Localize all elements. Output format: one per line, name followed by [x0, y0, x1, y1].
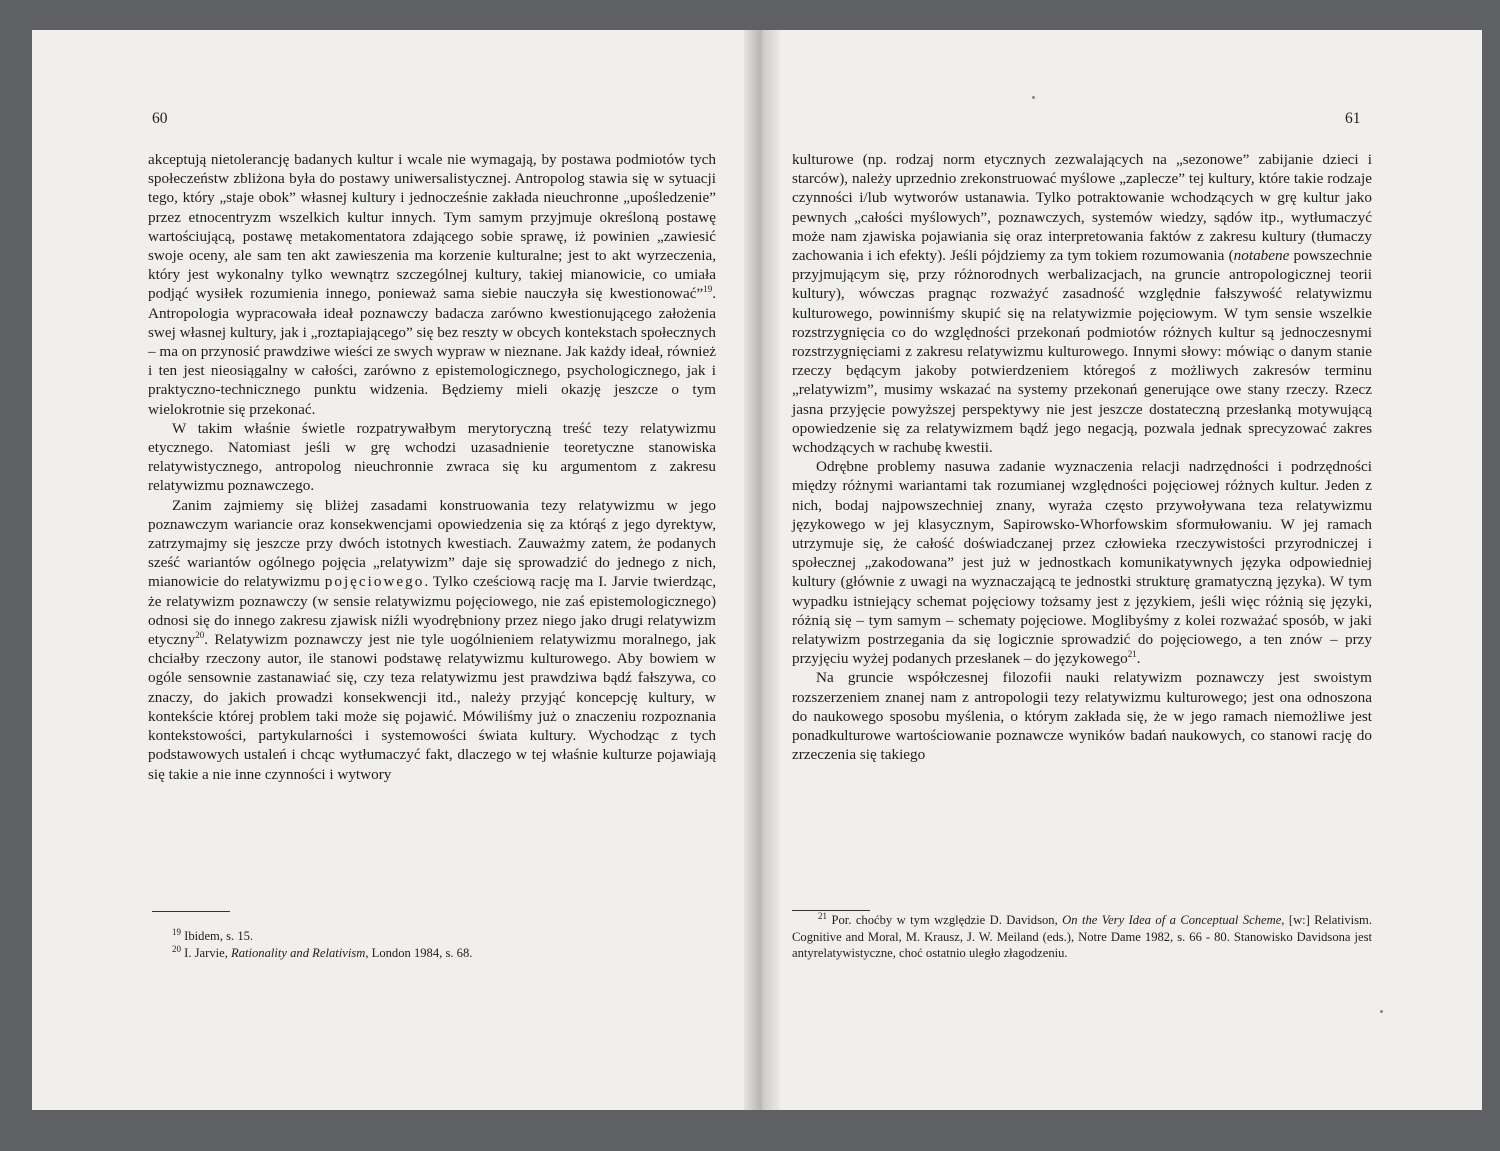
- paper-speck: [1032, 96, 1035, 99]
- body-text: [792, 150, 1372, 765]
- footnote: $^{19}$ Ibidem, s. 15.: [172, 926, 254, 943]
- paragraph: akceptują nietolerancję badanych kultur i wcale nie wymagają, by postawa podmiotów tych społeczeństw zbliżona była do postawy uniwersalistycznej. Antropolog stawia się w sytuacji tego, który „staje obok” własnej kultury i jednocześnie zakłada nieuchronne „upośledzenie” przez etnocentryzm wszelkich kultur innych. Tym samym przyjmuje określoną postawę wartościującą, postawę metakomentatora zdającego sobie sprawę, iż powinien „zawiesić swoje oceny, ale sam ten akt zawieszenia ma korzenie kulturalne; jest to akt wyrzeczenia, który jest wykonalny tylko wewnątrz szczególnej kultury, takiej mianowicie, co umiała podjąć wysiłek rozumienia innego, ponieważ sama siebie nauczyła się kwestionować”$^{19}$. Antropologia wypracowała ideał poznawczy badacza zarówno kwestionującego założenia swej własnej kultury, jak i „roztapiającego” się bez reszty w obcych kontekstach społecznych – ma on przynosić prawdziwe wieści ze swych wypraw w nieznane. Jak każdy ideał, również i ten jest nieosiągalny w całości, zarówno z epistemologicznego, psychologicznego, jak i praktyczno-technicznego punktu widzenia. Będziemy mieli okazję jeszcze o tym wielokrotnie się przekonać.: [148, 151, 716, 418]
- footnote-ref: 20: [195, 630, 205, 641]
- emphasis-spaced: pojęciowego: [324, 573, 425, 591]
- left-page: [32, 30, 744, 1110]
- book-spread: [32, 30, 1482, 1110]
- page-number: 61: [1345, 110, 1361, 127]
- paragraph: Zanim zajmiemy się bliżej zasadami konstruowania tezy relatywizmu w jego poznawczym wariancie oraz konsekwencjami opowiedzenia się za którąś z jego dyrektyw, zatrzymajmy się jeszcze przy dwóch istotnych kwestiach. Zauważmy zatem, że podanych sześć wariantów ogólnego pojęcia „relatywizm” daje się sprowadzić do jednego z nich, mianowicie do relatywizmu pojęciowego. Tylko cześciową rację ma I. Jarvie twierdząc, że relatywizm poznawczy (w sensie relatywizmu pojęciowego, nie zaś epistemologicznego) odnosi się do innego zakresu zjawisk niźli wyodrębniony przez niego jako drugi relatywizm etyczny$^{20}$. Relatywizm poznawczy jest nie tyle uogólnieniem relatywizmu moralnego, jak chciałby rzeczony autor, ile stanowi podstawę relatywizmu kulturowego. Aby bowiem w ogóle sensownie zastanawiać się, czy teza relatywizmu jest prawdziwa bądź fałszywa, co znaczy, do jakich prowadzi konsekwencji itd., należy przyjąć koncepcję kultury, w kontekście której problem taki może się pojawić. Mówiliśmy już o znaczeniu rozpoznania kontekstowości, partykularności i systemowości świata kultury. Wychodząc z tych podstawowych ustaleń i chcąc wytłumaczyć fakt, dlaczego w tej właśnie kulturze pojawiają się takie a nie inne czynności i wytwory: [148, 496, 716, 783]
- paragraph: W takim właśnie świetle rozpatrywałbym merytoryczną treść tezy relatywizmu etycznego. Natomiast jeśli w grę wchodzi uzasadnienie teoretyczne stanowiska relatywistycznego, antropolog nieuchronnie zwraca się ku argumentom z zakresu relatywizmu poznawczego.: [148, 419, 716, 495]
- footnotes: [172, 928, 612, 961]
- footnote-rule: [792, 910, 870, 911]
- book-gutter: [744, 30, 780, 1110]
- paper-speck: [1380, 1010, 1383, 1013]
- footnote-ref: 19: [703, 284, 713, 295]
- paragraph: Odrębne problemy nasuwa zadanie wyznaczenia relacji nadrzędności i podrzędności między różnymi wariantami tak rozumianej względności pojęciowej różnych kultur. Jeden z nich, bodaj najpowszechniej znany, wyraża często przywoływana teza relatywizmu językowego w jej klasycznym, Sapirowsko-Whorfowskim sformułowaniu. W jej ramach utrzymuje się, że całość doświadczanej przez człowieka rzeczywistości przyrodniczej i społecznej „zakodowana” jest już w jednostkach komunikatywnych języka odpowiedniej kultury (głównie z uwagi na wyznaczającą te jednostki strukturę gramatyczną języka). W tym wypadku istniejący schemat pojęciowy tożsamy jest z językiem, jeśli więc różnią się języki, różnią się – tym samym – schematy pojęciowe. Moglibyśmy z kolei rozważać sposób, w jaki relatywizm postrzegania da się logicznie sprowadzić do pojęciowego, a ten znów – przy przyjęciu wyżej podanych przesłanek – do językowego$^{21}$.: [792, 458, 1372, 668]
- footnote-rule: [152, 911, 230, 912]
- right-page: [780, 30, 1482, 1110]
- body-text: [148, 150, 716, 784]
- paragraph: Na gruncie współczesnej filozofii nauki relatywizm poznawczy jest swoistym rozszerzeniem znanej nam z antropologii tezy relatywizmu kulturowego; jest ona odnoszona do naukowego sposobu myślenia, o którym zakłada się, że w jego ramach niemożliwe jest ponadkulturowe wartościowanie poznawcze wyników badań naukowych, co stanowi rację do zrzeczenia się takiego: [792, 669, 1372, 764]
- footnote: $^{21}$ Por. choćby w tym względzie D. Davidson, On the Very Idea of a Conceptual Scheme, [w:] Relativism. Cognitive and Moral, M. Krausz, J. W. Meiland (eds.), Notre Dame 1982, s. 66 - 80. Stanowisko Davidsona jest antyrelatywistyczne, choć ostatnio uległo złagodzeniu.: [792, 910, 1372, 960]
- footnotes: [792, 912, 1372, 962]
- footnote-ref: 21: [1127, 649, 1137, 660]
- footnote: $^{20}$ I. Jarvie, Rationality and Relativism, London 1984, s. 68.: [172, 943, 473, 960]
- paragraph: kulturowe (np. rodzaj norm etycznych zezwalających na „sezonowe” zabijanie dzieci i starców), należy uprzednio zrekonstruować myślowe „zaplecze” tej kultury, które takie rodzaje czynności i/lub wytworów ustanawia. Tylko potraktowanie wchodzących w grę kultur jako pewnych „całości myślowych”, poznawczych, systemów wiedzy, sądów itp., wytłumaczyć może nam zjawiska pojawiania się oraz interpretowania faktów z zakresu kultury (tłumaczy zachowania i ich efekty). Jeśli pójdziemy za tym tokiem rozumowania (notabene powszechnie przyjmującym się, przy różnorodnych werbalizacjach, na gruncie antropologicznej teorii kultury), wówczas pragnąc rozważyć zasadność względnie fałszywość relatywizmu kulturowego, powinniśmy skupić się na relatywizmie pojęciowym. W tym sensie wszelkie rozstrzygnięcia co do względności przekonań podmiotów różnych kultur są jednoczesnymi rozstrzygnięciami z zakresu relatywizmu kulturowego. Innymi słowy: mówiąc o danym stanie rzeczy będącym jakoby potwierdzeniem któregoś z możliwych zakresów terminu „relatywizm”, musimy wskazać na systemy przekonań generujące owe stany rzeczy. Rzecz jasna przyjęcie powyższej perspektywy nie jest jeszcze dostateczną przesłanką motywującą opowiedzenie się za relatywizmem bądź jego negacją, pozwala jednak sprecyzować zakres wchodzących w rachubę kwestii.: [792, 151, 1372, 457]
- page-number: 60: [152, 110, 168, 127]
